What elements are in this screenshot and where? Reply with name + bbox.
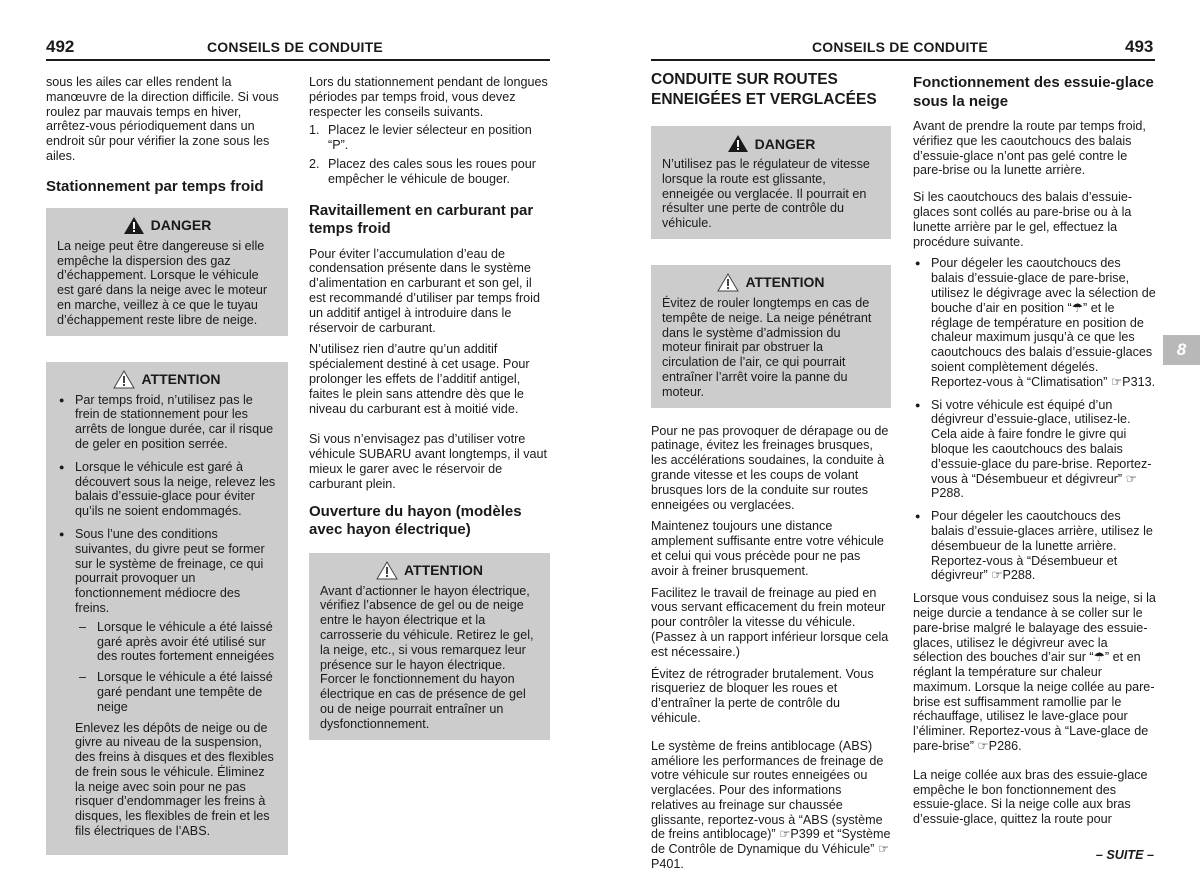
warning-icon [123,216,145,235]
step-item [309,123,550,153]
col3-paragraph-2: Maintenez toujours une distance amplement suffisante entre votre véhicule et celui qui vous précède pour ne pas avoir à freiner brusquement. [651,519,884,578]
col3-paragraph-3: Facilitez le travail de freinage au pied en vous servant efficacement du frein moteur pour contrôler la vitesse du véhicule. (Passez à un rapport inférieur lorsque cela est nécessaire.) [651,585,889,659]
warning-icon [727,134,749,153]
attention-label: ATTENTION [403,562,484,579]
column-4 [913,73,1156,834]
danger-text: N’utilisez pas le régulateur de vitesse lorsque la route est glissante, enneigée ou verglacée. Il pourrait en résulter une perte de contrôle du véhicule. [662,157,870,231]
attention-bullet-list [57,393,277,839]
col4-paragraph-3: Lorsque vous conduisez sous la neige, si la neige durcie a tendance à se coller sur le pare-brise malgré le balayage des essuie-glaces, utilisez le dégivreur avec la sélection des bouches d’air sur “☂” et en réglant la température sur chaleur maximum. Lorsque la neige collée au pare-brise est suffisamment ramollie par le réchauffage, utilisez le lave-glace pour l’éliminer. Reportez-vous à “Lave-glace de pare-brise” ☞P286. [913,591,1156,754]
col1-danger-box [46,208,288,336]
list-item: ● Pour dégeler les caoutchoucs des balais d’essuie-glace de pare-brise, utilisez le dégivrage avec la sélection de bouche d’air en position “☂” et le réglage de température en position de chaleur maximum jusqu’à ce que les caoutchoucs des balais d’essuie-glaces soient complètement dégelés. Reportez-vous à “Climatisation” ☞P313. [913,256,1156,389]
left-running-head: CONSEILS DE CONDUITE [207,39,383,55]
chapter-tab[interactable]: 8 [1163,335,1200,365]
left-header-rule [46,59,550,61]
attention-title-row [57,370,277,389]
list-item [57,527,277,839]
col3-paragraph-1: Pour ne pas provoquer de dérapage ou de patinage, évitez les freinages brusques, les accélérations soudaines, la conduite à grande vitesse et les coups de volant brusques lors de la conduite sur routes enneigées ou verglacées. [651,423,889,512]
attention-title-row [662,273,880,292]
column-1 [46,75,288,855]
danger-label: DANGER [150,217,212,234]
caution-icon [376,561,398,580]
column-3 [651,70,891,879]
list-item: ● Lorsque le véhicule est garé à découvert sous la neige, relevez les balais d’essuie-glace pour éviter qu’ils ne soient endommagés. [57,460,277,519]
col1-heading: Stationnement par temps froid [46,177,264,195]
dash-item: – Lorsque le véhicule a été laissé garé après avoir été utilisé sur des routes fortement enneigées [75,620,277,664]
col3-paragraph-4: Évitez de rétrograder brutalement. Vous risqueriez de bloquer les roues et d’entraîner la perte de contrôle du véhicule. [651,666,874,725]
left-page-number: 492 [46,37,75,56]
danger-label: DANGER [754,135,816,152]
danger-title-row [57,216,277,235]
step-number: 2. [309,156,320,171]
dash-item: – Lorsque le véhicule a été laissé garé pendant une tempête de neige [75,670,277,714]
caution-icon [717,273,739,292]
col4-paragraph-2: Si les caoutchoucs des balais d’essuie-glaces sont collés au pare-brise ou à la lunette arrière par le gel, effectuez la procédure suivante. [913,190,1133,249]
col2-intro: Lors du stationnement pendant de longues périodes par temps froid, vous devez respecter les conseils suivants. [309,75,548,119]
col3-attention-box [651,265,891,408]
step-text: Placez le levier sélecteur en position “P”. [328,123,532,153]
col4-heading: Fonctionnement des essuie-glace sous la neige [913,74,1154,110]
fuel-paragraph-1: Pour éviter l’accumulation d’eau de condensation présente dans le système d’alimentation en carburant et son gel, il est recommandé d’utiliser par temps froid un additif antigel à introduire dans le réservoir de carburant. [309,246,540,335]
danger-text: La neige peut être dangereuse si elle empêche la dispersion des gaz d’échappement. Lorsque le véhicule est garé dans la neige avec le moteur en marche, veillez à ce que le tuyau d’échappement reste libre de neige. [57,238,268,327]
danger-title-row [662,134,880,153]
parking-steps [309,123,550,186]
right-header-rule [651,59,1155,61]
continued-label: – SUITE – [1095,848,1154,862]
col1-intro: sous les ailes car elles rendent la manœuvre de la direction difficile. Si vous roulez par mauvais temps en hiver, arrêtez-vous périodiquement dans un endroit sûr pour vérifier la zone sous les ailes. [46,75,279,163]
col4-bullet-list [913,256,1156,583]
attention-title-row [320,561,539,580]
column-2 [309,75,550,740]
step-item [309,157,550,187]
list-item: ● Par temps froid, n’utilisez pas le frein de stationnement pour les arrêts de longue durée, car il risque de geler en position serrée. [57,393,277,452]
fuel-paragraph-3: Si vous n’envisagez pas d’utiliser votre véhicule SUBARU avant longtemps, il vaut mieux le garer avec le réservoir de carburant plein. [309,432,547,491]
attention-text: Évitez de rouler longtemps en cas de tempête de neige. La neige pénétrant dans le système d’admission du moteur finirait par obstruer la circulation de l’air, ce qui pourrait entraîner l’arrêt voire la panne du moteur. [662,295,872,399]
step-text: Placez des cales sous les roues pour empêcher le véhicule de bouger. [328,156,536,186]
dash-list [75,620,277,715]
list-item-text: Sous l’une des conditions suivantes, du givre peut se former sur le système de freinage, ce qui pourrait provoquer un fonctionnement médiocre des freins. [75,526,265,615]
col2-attention-box [309,553,550,740]
col1-attention-box [46,362,288,855]
col3-heading: CONDUITE SUR ROUTES ENNEIGÉES ET VERGLACÉES [651,71,877,108]
fuel-heading: Ravitaillement en carburant par temps froid [309,201,534,237]
list-item: ● Pour dégeler les caoutchoucs des balais d’essuie-glaces arrière, utilisez le désembueur de la lunette arrière. Reportez-vous à “Désembueur et dégivreur” ☞P288. [913,509,1156,583]
right-page-number: 493 [1125,37,1154,56]
fuel-paragraph-2: N’utilisez rien d’autre qu’un additif spécialement destiné à cet usage. Pour prolonger les effets de l’additif antigel, faites le plein sans attendre dès que le niveau du carburant est à moitié vide. [309,342,530,416]
col4-paragraph-4: La neige collée aux bras des essuie-glace empêche le bon fonctionnement des essuie-glace. Si la neige colle aux bras d’essuie-glace, quittez la route pour [913,767,1148,827]
right-running-head: CONSEILS DE CONDUITE [812,39,988,55]
col4-paragraph-1: Avant de prendre la route par temps froid, vérifiez que les caoutchoucs des balais d’essuie-glace n’ont pas gelé contre le pare-brise ou la lunette arrière. [913,119,1146,178]
col3-danger-box [651,126,891,239]
hatch-heading: Ouverture du hayon (modèles avec hayon électrique) [309,502,522,538]
attention-closing-text: Enlevez les dépôts de neige ou de givre au niveau de la suspension, des freins à disques et des flexibles de frein sous le véhicule. Éliminez la neige avec soin pour ne pas risquer d’endommager les freins à disques, les flexibles de frein et les fils électriques de l’ABS. [75,720,274,839]
attention-label: ATTENTION [745,274,825,291]
caution-icon [113,370,135,389]
list-item: ● Si votre véhicule est équipé d’un dégivreur d’essuie-glace, utilisez-le. Cela aide à faire fondre le givre qui bloque les caoutchoucs des balais d’essuie-glace du pare-brise. Reportez-vous à “Désembueur et dégivreur” ☞P288. [913,398,1156,502]
attention-text: Avant d’actionner le hayon électrique, vérifiez l’absence de gel ou de neige entre le hayon électrique et la carrosserie du véhicule. Retirez le gel, la neige, etc., si vous remarquez leur présence sur le hayon électrique. Forcer le fonctionnement du hayon électrique en cas de présence de gel ou de neige pourrait entraîner un dysfonctionnement. [320,583,534,731]
attention-label: ATTENTION [141,371,221,388]
col3-paragraph-5: Le système de freins antiblocage (ABS) améliore les performances de freinage de votre véhicule sur routes enneigées ou verglacées. Pour des informations relatives au freinage sur chaussée glissante, reportez-vous à “ABS (système de freins antiblocage)” ☞P399 et “Système de Contrôle de Dynamique du Véhicule” ☞P401. [651,738,891,872]
step-number: 1. [309,123,320,138]
